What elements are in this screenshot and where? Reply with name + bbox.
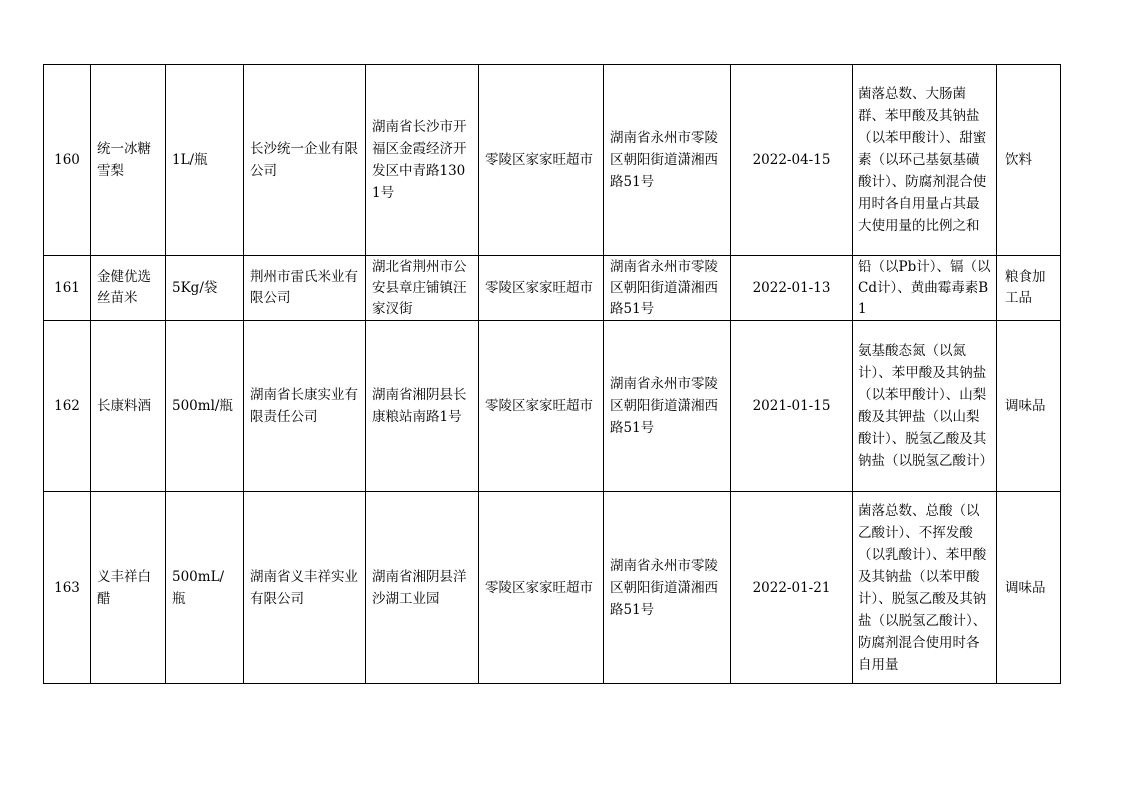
sampled-unit-cell: 零陵区家家旺超市 bbox=[479, 65, 604, 256]
product-name-cell: 统一冰糖雪梨 bbox=[91, 65, 166, 256]
specification-cell: 5Kg/袋 bbox=[166, 256, 244, 321]
sampled-unit-cell: 零陵区家家旺超市 bbox=[479, 321, 604, 492]
manufacturer-address-cell: 湖南省湘阴县洋沙湖工业园 bbox=[366, 492, 479, 684]
inspection-items-cell bbox=[853, 256, 997, 321]
inspection-items-cell: 氨基酸态氮（以氮计）、苯甲酸及其钠盐（以苯甲酸计）、山梨酸及其钾盐（以山梨酸计）、脱氢乙酸及其钠盐（以脱氢乙酸计） bbox=[853, 321, 997, 492]
specification-cell: 1L/瓶 bbox=[166, 65, 244, 256]
food-category-cell: 调味品 bbox=[997, 321, 1061, 492]
inspection-results-table bbox=[43, 64, 1061, 684]
sampled-unit-address-cell: 湖南省永州市零陵区朝阳街道潇湘西路51号 bbox=[604, 65, 731, 256]
table-row bbox=[44, 492, 1061, 684]
sampled-unit-address-cell bbox=[604, 256, 731, 321]
inspection-items-cell bbox=[853, 492, 997, 684]
table-row bbox=[44, 65, 1061, 256]
inspection-items-text: 菌落总数、总酸（以乙酸计）、不挥发酸（以乳酸计）、苯甲酸及其钠盐（以苯甲酸计）、脱氢乙酸及其钠盐（以脱氢乙酸计）、防腐剂混合使用时各自用量 bbox=[858, 502, 987, 673]
food-category-cell: 粮食加工品 bbox=[997, 256, 1061, 321]
inspection-items-text: 铅（以Pb计）、镉（以Cd计）、黄曲霉毒素B1 bbox=[858, 258, 991, 317]
manufacturer-cell: 湖南省长康实业有限责任公司 bbox=[244, 321, 366, 492]
sampled-unit-cell: 零陵区家家旺超市 bbox=[479, 492, 604, 684]
manufacturer-cell: 荆州市雷氏米业有限公司 bbox=[244, 256, 366, 321]
manufacturer-address-text: 湖北省荆州市公安县章庄铺镇汪家汊街 bbox=[372, 258, 467, 317]
sampled-unit-cell: 零陵区家家旺超市 bbox=[479, 256, 604, 321]
serial-number-cell: 161 bbox=[44, 256, 91, 321]
production-date-cell: 2022-04-15 bbox=[731, 65, 853, 256]
inspection-items-cell: 菌落总数、大肠菌群、苯甲酸及其钠盐（以苯甲酸计）、甜蜜素（以环己基氨基磺酸计）、防腐剂混合使用时各自用量占其最大使用量的比例之和 bbox=[853, 65, 997, 256]
food-category-cell: 调味品 bbox=[997, 492, 1061, 684]
product-name-cell: 长康料酒 bbox=[91, 321, 166, 492]
table-row bbox=[44, 256, 1061, 321]
sampled-unit-address-text: 湖南省永州市零陵区朝阳街道潇湘西路51号 bbox=[610, 258, 718, 317]
serial-number-cell: 160 bbox=[44, 65, 91, 256]
inspection-results-table-page bbox=[43, 64, 1061, 684]
manufacturer-address-cell bbox=[366, 256, 479, 321]
manufacturer-address-cell: 湖南省长沙市开福区金霞经济开发区中青路1301号 bbox=[366, 65, 479, 256]
product-name-cell: 金健优选丝苗米 bbox=[91, 256, 166, 321]
production-date-cell: 2022-01-13 bbox=[731, 256, 853, 321]
manufacturer-address-cell: 湖南省湘阴县长康粮站南路1号 bbox=[366, 321, 479, 492]
specification-cell: 500mL/瓶 bbox=[166, 492, 244, 684]
manufacturer-cell: 湖南省义丰祥实业有限公司 bbox=[244, 492, 366, 684]
manufacturer-cell: 长沙统一企业有限公司 bbox=[244, 65, 366, 256]
sampled-unit-address-cell: 湖南省永州市零陵区朝阳街道潇湘西路51号 bbox=[604, 321, 731, 492]
serial-number-cell: 162 bbox=[44, 321, 91, 492]
specification-cell: 500ml/瓶 bbox=[166, 321, 244, 492]
food-category-cell: 饮料 bbox=[997, 65, 1061, 256]
table-row bbox=[44, 321, 1061, 492]
production-date-cell: 2022-01-21 bbox=[731, 492, 853, 684]
product-name-cell: 义丰祥白醋 bbox=[91, 492, 166, 684]
serial-number-cell: 163 bbox=[44, 492, 91, 684]
production-date-cell: 2021-01-15 bbox=[731, 321, 853, 492]
sampled-unit-address-cell: 湖南省永州市零陵区朝阳街道潇湘西路51号 bbox=[604, 492, 731, 684]
